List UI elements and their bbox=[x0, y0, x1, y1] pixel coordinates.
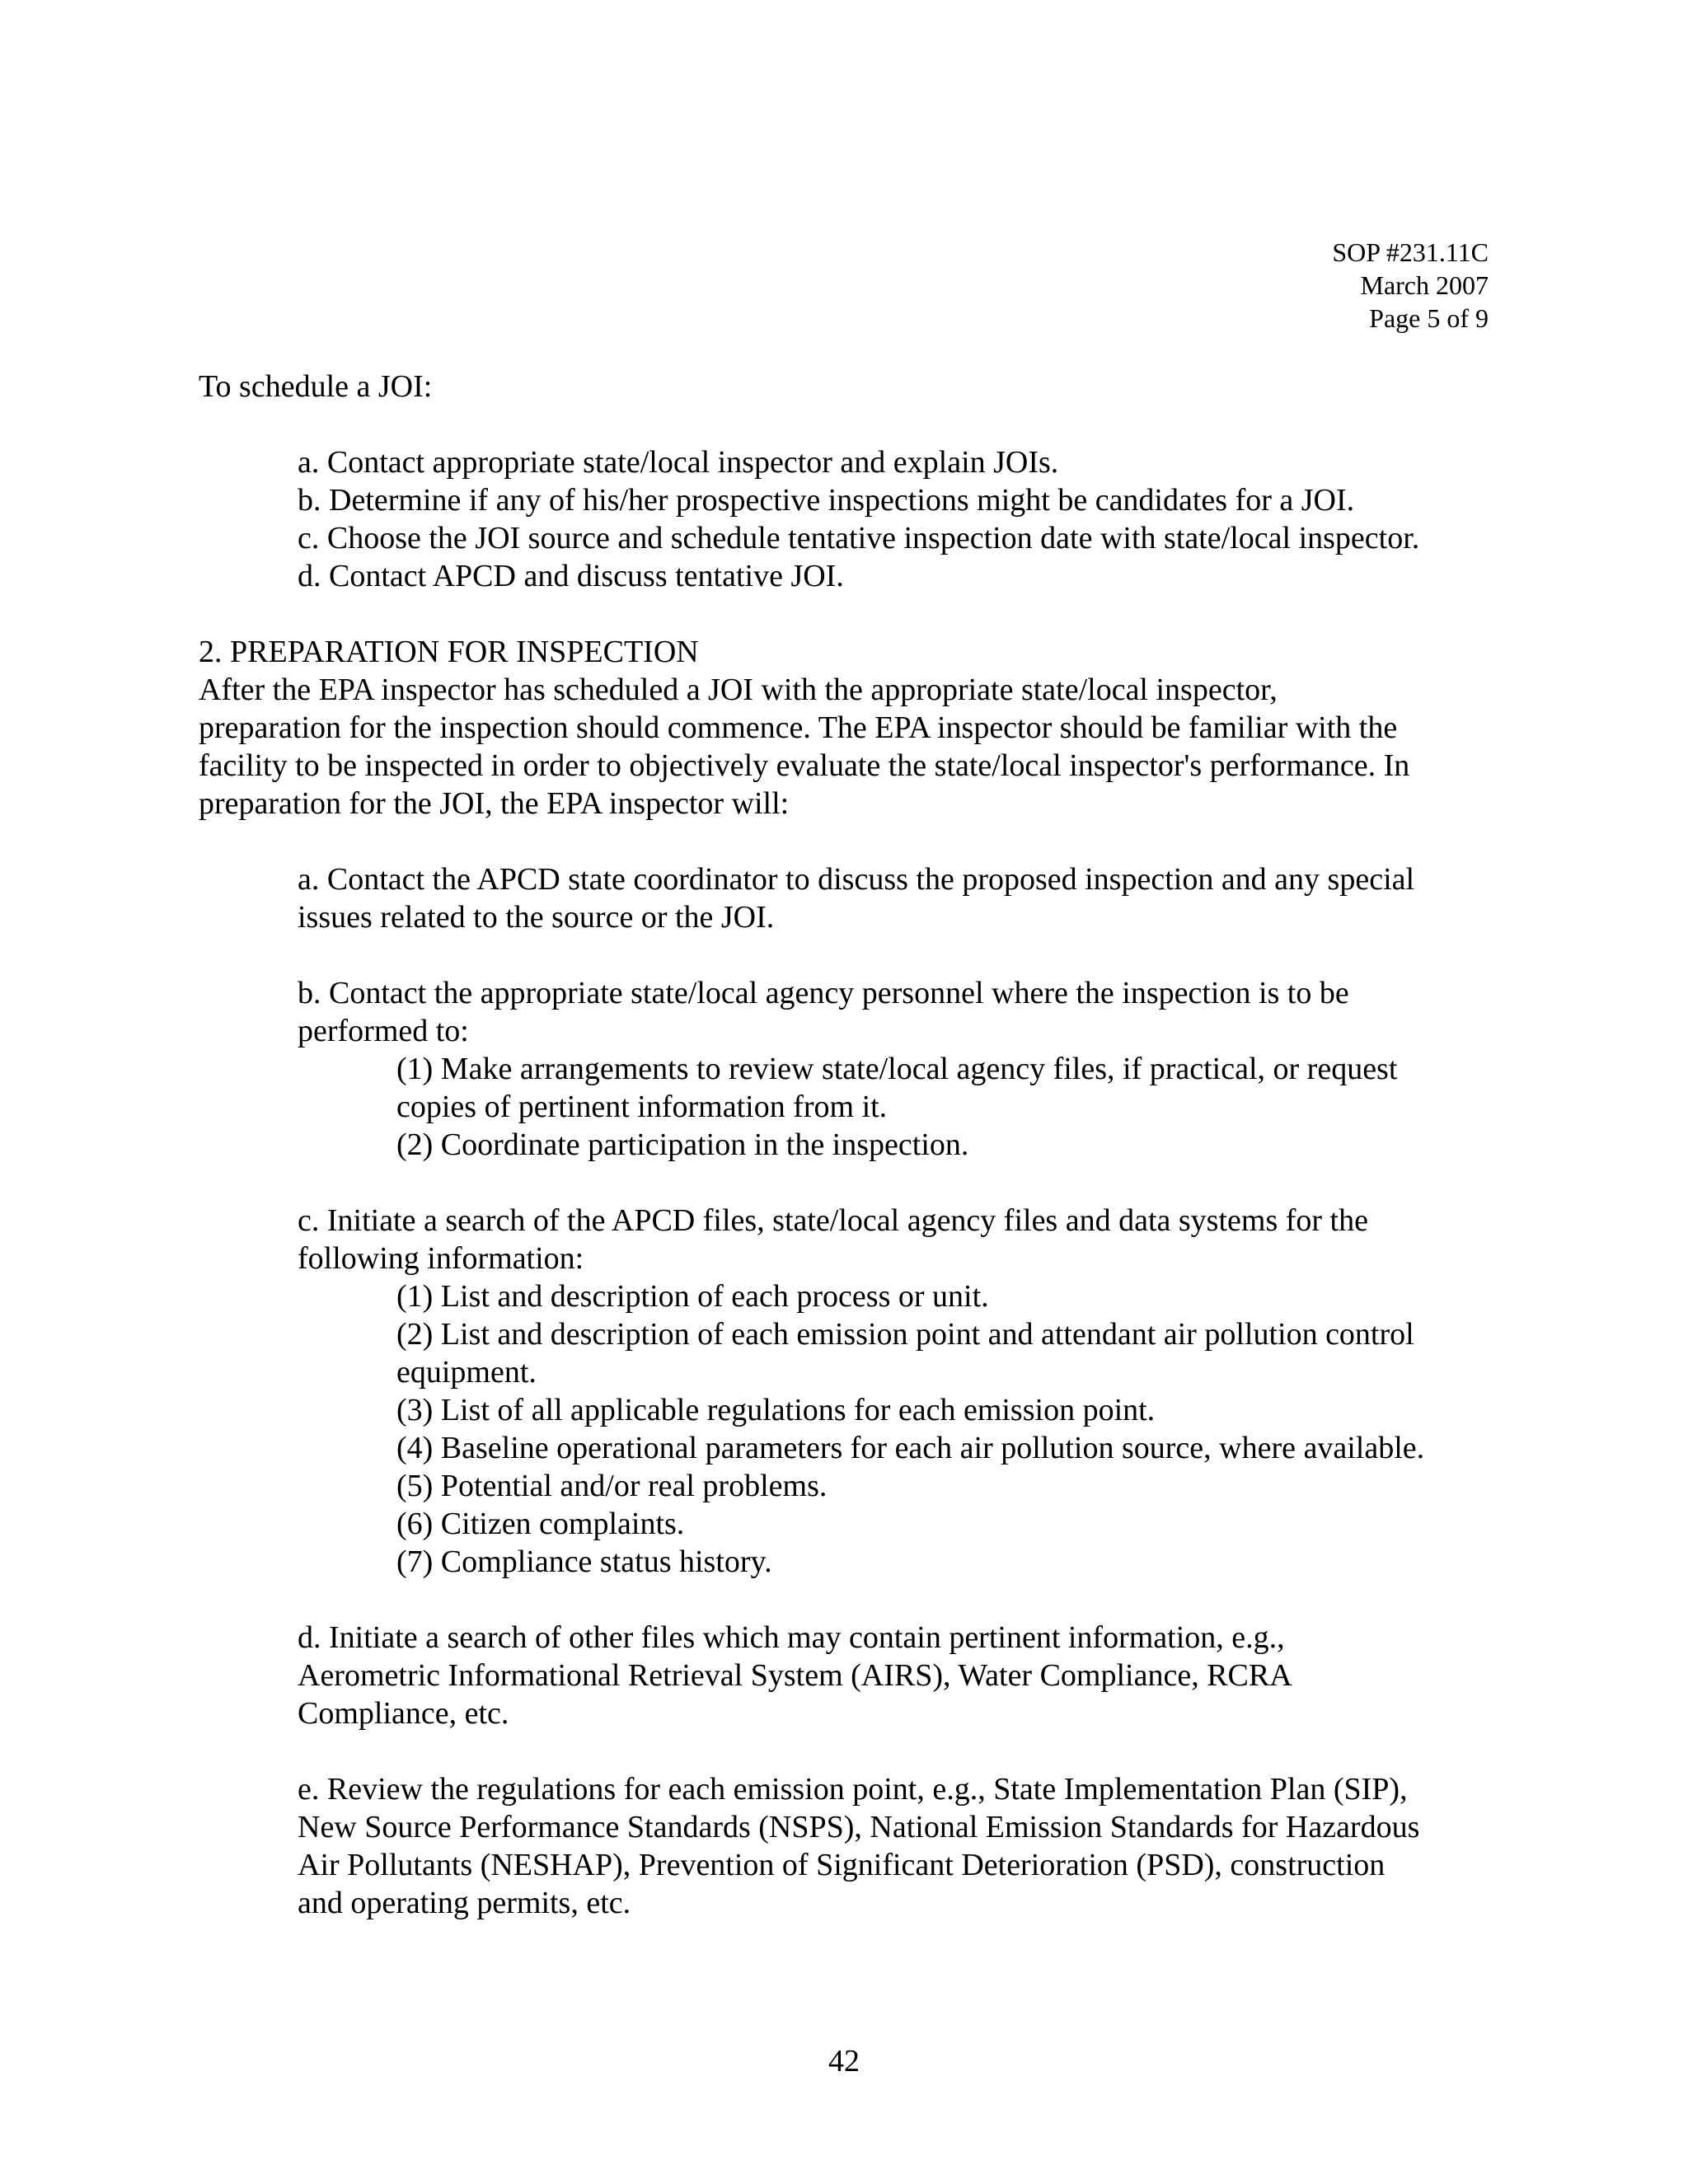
paragraph-line: e. Review the regulations for each emission point, e.g., State Implementation Plan (SIP), bbox=[298, 1772, 1408, 1807]
subitem-line: (4) Baseline operational parameters for each air pollution source, where available. bbox=[396, 1431, 1425, 1465]
paragraph-line: Compliance, etc. bbox=[298, 1696, 509, 1731]
prep-item-c-subitems bbox=[199, 1277, 1501, 1581]
document-date: March 2007 bbox=[1360, 270, 1489, 300]
subitem-line: equipment. bbox=[396, 1355, 537, 1390]
paragraph-line: facility to be inspected in order to objectively evaluate the state/local inspector's performance. In bbox=[199, 748, 1410, 783]
paragraph-line: following information: bbox=[298, 1241, 584, 1276]
paragraph-line: New Source Performance Standards (NSPS), National Emission Standards for Hazardous bbox=[298, 1810, 1420, 1844]
prep-item-d bbox=[199, 1619, 1501, 1732]
sop-number: SOP #231.11C bbox=[1332, 237, 1489, 267]
document-header bbox=[1332, 236, 1489, 335]
schedule-step: d. Contact APCD and discuss tentative JOI. bbox=[298, 559, 844, 593]
paragraph-line: preparation for the inspection should commence. The EPA inspector should be familiar with the bbox=[199, 710, 1398, 745]
paragraph-line: performed to: bbox=[298, 1014, 469, 1048]
schedule-intro: To schedule a JOI: bbox=[199, 369, 433, 404]
paragraph-line: After the EPA inspector has scheduled a JOI with the appropriate state/local inspector, bbox=[199, 673, 1278, 707]
paragraph-line: d. Initiate a search of other files which may contain pertinent information, e.g., bbox=[298, 1620, 1285, 1655]
schedule-step: a. Contact appropriate state/local inspector and explain JOIs. bbox=[298, 445, 1059, 480]
subitem-line: (6) Citizen complaints. bbox=[396, 1507, 685, 1541]
prep-item-b-subitems bbox=[199, 1050, 1501, 1164]
paragraph-line: and operating permits, etc. bbox=[298, 1886, 631, 1920]
page-number: 42 bbox=[828, 2044, 860, 2079]
subitem-line: (5) Potential and/or real problems. bbox=[396, 1469, 828, 1503]
schedule-steps-list bbox=[199, 443, 1501, 595]
subitem-line: (2) List and description of each emission point and attendant air pollution control bbox=[396, 1317, 1414, 1352]
prep-item-c bbox=[199, 1202, 1501, 1277]
paragraph-line: a. Contact the APCD state coordinator to discuss the proposed inspection and any special bbox=[298, 862, 1415, 897]
paragraph-line: Aerometric Informational Retrieval System (AIRS), Water Compliance, RCRA bbox=[298, 1658, 1292, 1693]
prep-item-b bbox=[199, 974, 1501, 1050]
paragraph-line: Air Pollutants (NESHAP), Prevention of Significant Deterioration (PSD), construction bbox=[298, 1848, 1386, 1882]
subitem-line: (3) List of all applicable regulations for each emission point. bbox=[396, 1393, 1156, 1427]
subitem-line: (7) Compliance status history. bbox=[396, 1544, 772, 1579]
subitem-line: (2) Coordinate participation in the inspection. bbox=[396, 1127, 969, 1162]
page-indicator: Page 5 of 9 bbox=[1369, 303, 1489, 333]
paragraph-line: c. Initiate a search of the APCD files, state/local agency files and data systems for the bbox=[298, 1203, 1368, 1238]
schedule-step: b. Determine if any of his/her prospective inspections might be candidates for a JOI. bbox=[298, 483, 1355, 518]
prep-item-e bbox=[199, 1770, 1501, 1922]
schedule-step: c. Choose the JOI source and schedule tentative inspection date with state/local inspector. bbox=[298, 521, 1420, 555]
subitem-line: (1) List and description of each process or unit. bbox=[396, 1279, 989, 1314]
document-body bbox=[199, 368, 1501, 1922]
prep-item-a bbox=[199, 860, 1501, 936]
section-intro-paragraph bbox=[199, 671, 1501, 823]
section-heading: 2. PREPARATION FOR INSPECTION bbox=[199, 635, 699, 669]
subitem-line: copies of pertinent information from it. bbox=[396, 1090, 888, 1124]
paragraph-line: preparation for the JOI, the EPA inspector will: bbox=[199, 786, 790, 821]
subitem-line: (1) Make arrangements to review state/local agency files, if practical, or request bbox=[396, 1052, 1398, 1086]
paragraph-line: b. Contact the appropriate state/local agency personnel where the inspection is to be bbox=[298, 976, 1349, 1010]
paragraph-line: issues related to the source or the JOI. bbox=[298, 900, 775, 935]
